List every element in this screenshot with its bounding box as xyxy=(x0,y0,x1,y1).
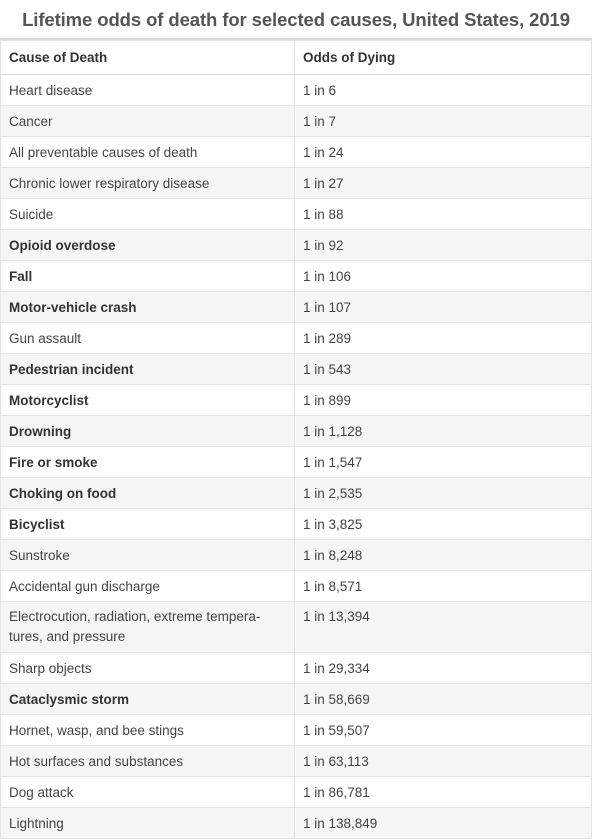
odds-cell: 1 in 2,535 xyxy=(295,478,592,509)
odds-cell: 1 in 59,507 xyxy=(295,715,592,746)
table-row xyxy=(1,478,592,509)
table-row xyxy=(1,808,592,839)
cause-cell: Sharp objects xyxy=(1,653,295,684)
table-row xyxy=(1,602,592,653)
table-row xyxy=(1,385,592,416)
header-cause: Cause of Death xyxy=(1,41,295,75)
table-row xyxy=(1,168,592,199)
odds-table xyxy=(0,40,592,839)
table-row xyxy=(1,230,592,261)
odds-cell: 1 in 289 xyxy=(295,323,592,354)
cause-cell: Suicide xyxy=(1,199,295,230)
odds-cell: 1 in 3,825 xyxy=(295,509,592,540)
odds-cell: 1 in 8,248 xyxy=(295,540,592,571)
cause-cell: Chronic lower respiratory disease xyxy=(1,168,295,199)
odds-cell: 1 in 138,849 xyxy=(295,808,592,839)
cause-cell: Pedestrian incident xyxy=(1,354,295,385)
table-row xyxy=(1,746,592,777)
odds-cell: 1 in 8,571 xyxy=(295,571,592,602)
cause-cell: Heart disease xyxy=(1,75,295,106)
table-row xyxy=(1,777,592,808)
cause-cell: Motorcyclist xyxy=(1,385,295,416)
table-row xyxy=(1,653,592,684)
odds-cell: 1 in 88 xyxy=(295,199,592,230)
cause-cell: All preventable causes of death xyxy=(1,137,295,168)
table-row xyxy=(1,684,592,715)
table-row xyxy=(1,540,592,571)
cause-cell: Cataclysmic storm xyxy=(1,684,295,715)
table-row xyxy=(1,447,592,478)
cause-cell: Fire or smoke xyxy=(1,447,295,478)
cause-cell: Opioid overdose xyxy=(1,230,295,261)
table-row xyxy=(1,261,592,292)
odds-cell: 1 in 7 xyxy=(295,106,592,137)
odds-cell: 1 in 63,113 xyxy=(295,746,592,777)
cause-cell: Cancer xyxy=(1,106,295,137)
cause-cell: Accidental gun discharge xyxy=(1,571,295,602)
cause-cell: Dog attack xyxy=(1,777,295,808)
odds-cell: 1 in 107 xyxy=(295,292,592,323)
table-row xyxy=(1,75,592,106)
cause-cell: Fall xyxy=(1,261,295,292)
table-row xyxy=(1,416,592,447)
odds-cell: 1 in 24 xyxy=(295,137,592,168)
table-row xyxy=(1,354,592,385)
table-row xyxy=(1,199,592,230)
table-row xyxy=(1,106,592,137)
odds-cell: 1 in 543 xyxy=(295,354,592,385)
cause-cell: Bicyclist xyxy=(1,509,295,540)
odds-cell: 1 in 86,781 xyxy=(295,777,592,808)
odds-cell: 1 in 1,547 xyxy=(295,447,592,478)
odds-cell: 1 in 92 xyxy=(295,230,592,261)
odds-cell: 1 in 106 xyxy=(295,261,592,292)
cause-cell: Sunstroke xyxy=(1,540,295,571)
header-odds: Odds of Dying xyxy=(295,41,592,75)
cause-cell: Lightning xyxy=(1,808,295,839)
odds-cell: 1 in 29,334 xyxy=(295,653,592,684)
cause-cell: Motor-vehicle crash xyxy=(1,292,295,323)
cause-cell: Hornet, wasp, and bee stings xyxy=(1,715,295,746)
table-title: Lifetime odds of death for selected causes, United States, 2019 xyxy=(0,0,592,40)
odds-cell: 1 in 13,394 xyxy=(295,602,592,653)
odds-cell: 1 in 27 xyxy=(295,168,592,199)
cause-cell: Electrocution, radiation, extreme tempera-tures, and pressure xyxy=(1,602,295,653)
odds-cell: 1 in 6 xyxy=(295,75,592,106)
cause-cell: Gun assault xyxy=(1,323,295,354)
odds-cell: 1 in 899 xyxy=(295,385,592,416)
header-row xyxy=(1,41,592,75)
table-row xyxy=(1,509,592,540)
table-row xyxy=(1,715,592,746)
odds-cell: 1 in 1,128 xyxy=(295,416,592,447)
cause-cell: Choking on food xyxy=(1,478,295,509)
table-row xyxy=(1,137,592,168)
table-row xyxy=(1,292,592,323)
cause-cell: Drowning xyxy=(1,416,295,447)
odds-cell: 1 in 58,669 xyxy=(295,684,592,715)
cause-cell: Hot surfaces and substances xyxy=(1,746,295,777)
table-row xyxy=(1,571,592,602)
table-row xyxy=(1,323,592,354)
